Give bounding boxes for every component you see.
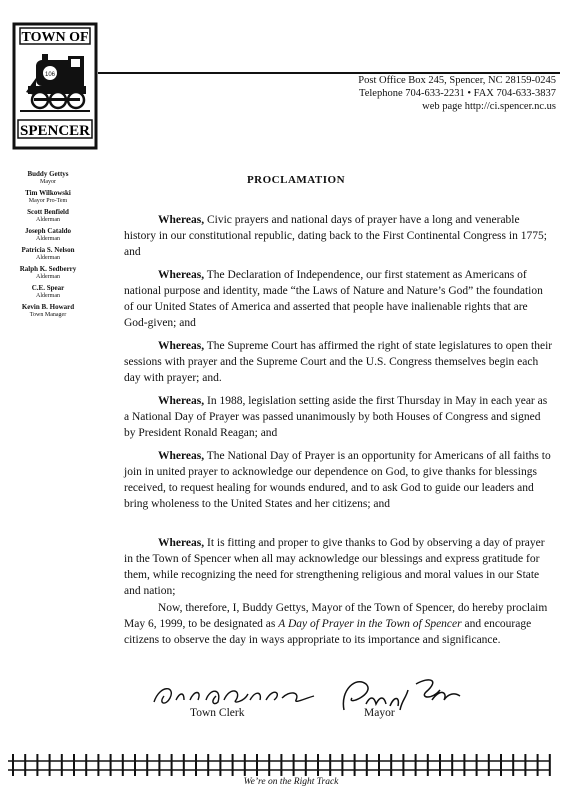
header-rule	[98, 72, 560, 74]
rail-tie	[134, 754, 136, 776]
rail-tie	[61, 754, 63, 776]
rail-tie	[97, 754, 99, 776]
rail-tie	[24, 754, 26, 776]
rail-tie	[244, 754, 246, 776]
official-title: Town Manager	[29, 312, 67, 318]
rail-tie	[207, 754, 209, 776]
paragraph-text: The Supreme Court has affirmed the right of state legislatures to open their sessions with prayer and the Supreme Court and the U.S. Congress themselves begin each day with prayer; and.	[124, 340, 553, 384]
official-entry	[4, 265, 92, 281]
whereas-paragraph	[124, 338, 554, 386]
address-line: Post Office Box 245, Spencer, NC 28159-0245	[358, 75, 556, 86]
whereas-paragraph	[124, 267, 554, 331]
whereas-paragraph	[124, 448, 554, 512]
whereas-lead: Whereas,	[158, 214, 205, 226]
rail-tie	[293, 754, 295, 776]
town-logo	[12, 22, 98, 150]
closing-text: Now, therefore, I, Buddy Gettys, Mayor of the Town of Spencer, do hereby proclaim May 6, 1999, to be designated as	[124, 602, 548, 630]
official-name: Ralph K. Sedberry	[19, 265, 77, 273]
rail-tie	[439, 754, 441, 776]
paragraph-text: Civic prayers and national days of prayer have a long and venerable history in our constitutional republic, dating back to the First Continental Congress in 1775; and	[124, 214, 547, 258]
paragraph-text: In 1988, legislation setting aside the first Thursday in May in each year as a National Day of Prayer was passed unanimously by both Houses of Congress and signed by President Ronald Reagan; and	[124, 395, 548, 439]
rail-tie	[49, 754, 51, 776]
svg-text:106: 106	[44, 72, 56, 78]
rail-tie	[524, 754, 526, 776]
rail-tie	[158, 754, 160, 776]
rail-tie	[415, 754, 417, 776]
official-name: Scott Benfield	[27, 208, 69, 216]
rail-tie	[427, 754, 429, 776]
paragraph-text: The National Day of Prayer is an opportunity for Americans of all faiths to join in united prayer to acknowledge our dependence on God, to give thanks for blessings received, to request healing for wounds endured, and to ask God to guide our leaders and bring wholeness to the United States and her citizens; and	[124, 450, 551, 510]
official-entry	[4, 246, 92, 262]
rail-tie	[341, 754, 343, 776]
rail-tie	[366, 754, 368, 776]
rail-tie	[378, 754, 380, 776]
rail-tie	[549, 754, 551, 776]
locomotive-icon	[20, 54, 90, 112]
rail-tie	[280, 754, 282, 776]
official-name: Kevin B. Howard	[21, 303, 75, 311]
official-entry	[4, 189, 92, 205]
title-text: PROCLAMATION	[246, 174, 346, 186]
whereas-paragraph	[124, 535, 554, 599]
rail-tie	[183, 754, 185, 776]
whereas-lead: Whereas,	[158, 269, 205, 281]
rail-tie	[110, 754, 112, 776]
official-name: Buddy Gettys	[27, 170, 69, 178]
rail-tie	[256, 754, 258, 776]
official-title: Alderman	[36, 236, 60, 242]
phone-line: Telephone 704-633-2231 • FAX 704-633-3837	[359, 88, 556, 99]
whereas-lead: Whereas,	[158, 395, 205, 407]
official-name: Joseph Cataldo	[24, 227, 72, 235]
rail-tie	[451, 754, 453, 776]
official-name: C.E. Spear	[31, 284, 65, 292]
paragraph-text: It is fitting and proper to give thanks to God by observing a day of prayer in the Town of Spencer when all may acknowledge our blessings and express gratitude for them, while recognizing the need for strengthening religious and moral values in our State and nation;	[124, 537, 545, 597]
official-title: Alderman	[36, 274, 60, 280]
mayor-signature	[336, 670, 466, 720]
rail-tie	[537, 754, 539, 776]
rail-tie	[268, 754, 270, 776]
closing-italic: A Day of Prayer in the Town of Spencer	[278, 618, 462, 630]
whereas-lead: Whereas,	[158, 450, 205, 462]
rail-tie	[317, 754, 319, 776]
official-name: Tim Wilkowski	[25, 189, 71, 197]
rail-tie	[73, 754, 75, 776]
rail-tie	[512, 754, 514, 776]
official-title: Mayor Pro-Tem	[28, 198, 68, 204]
rail-tie	[219, 754, 221, 776]
whereas-lead: Whereas,	[158, 537, 205, 549]
rail-tie	[12, 754, 14, 776]
whereas-paragraph	[124, 212, 554, 260]
rail-tie	[305, 754, 307, 776]
paragraph-text: The Declaration of Independence, our first statement as Americans of national purpose and identity, made “the Laws of Nature and Nature’s God” the foundation of our United States of America and asserted that people have inalienable rights that are God-given; and	[124, 269, 543, 329]
rail-tie	[390, 754, 392, 776]
whereas-paragraph	[124, 393, 554, 441]
rail-tie	[36, 754, 38, 776]
official-entry	[4, 284, 92, 300]
official-entry	[4, 303, 92, 319]
official-title: Alderman	[36, 217, 60, 223]
rail-tie	[232, 754, 234, 776]
officials-list	[4, 170, 92, 322]
rail-tie	[171, 754, 173, 776]
logo-top-text: TOWN OF	[21, 30, 89, 45]
closing-paragraph	[124, 600, 554, 648]
rail-tie	[146, 754, 148, 776]
official-entry	[4, 227, 92, 243]
rail-tie	[402, 754, 404, 776]
rail-tie	[329, 754, 331, 776]
clerk-label: Town Clerk	[190, 707, 245, 719]
proclamation-title	[0, 174, 582, 186]
web-line: web page http://ci.spencer.nc.us	[422, 101, 556, 112]
rail-tie	[500, 754, 502, 776]
official-title: Alderman	[36, 293, 60, 299]
rail-tie	[488, 754, 490, 776]
clerk-signature	[150, 680, 320, 710]
rail-tie	[463, 754, 465, 776]
official-title: Alderman	[36, 255, 60, 261]
rail-tie	[476, 754, 478, 776]
mayor-label: Mayor	[364, 707, 395, 719]
official-entry	[4, 208, 92, 224]
official-name: Patricia S. Nelson	[21, 246, 75, 254]
logo-bottom-text: SPENCER	[19, 123, 91, 139]
footer-tagline: We’re on the Right Track	[243, 777, 339, 787]
closing-text-end: and encourage citizens to observe the day in ways appropriate to its importance and significance.	[124, 618, 532, 646]
rail-tie	[85, 754, 87, 776]
whereas-lead: Whereas,	[158, 340, 205, 352]
rail-tie	[354, 754, 356, 776]
rail-tie	[195, 754, 197, 776]
official-title: Mayor	[40, 179, 56, 185]
rail-tie	[122, 754, 124, 776]
